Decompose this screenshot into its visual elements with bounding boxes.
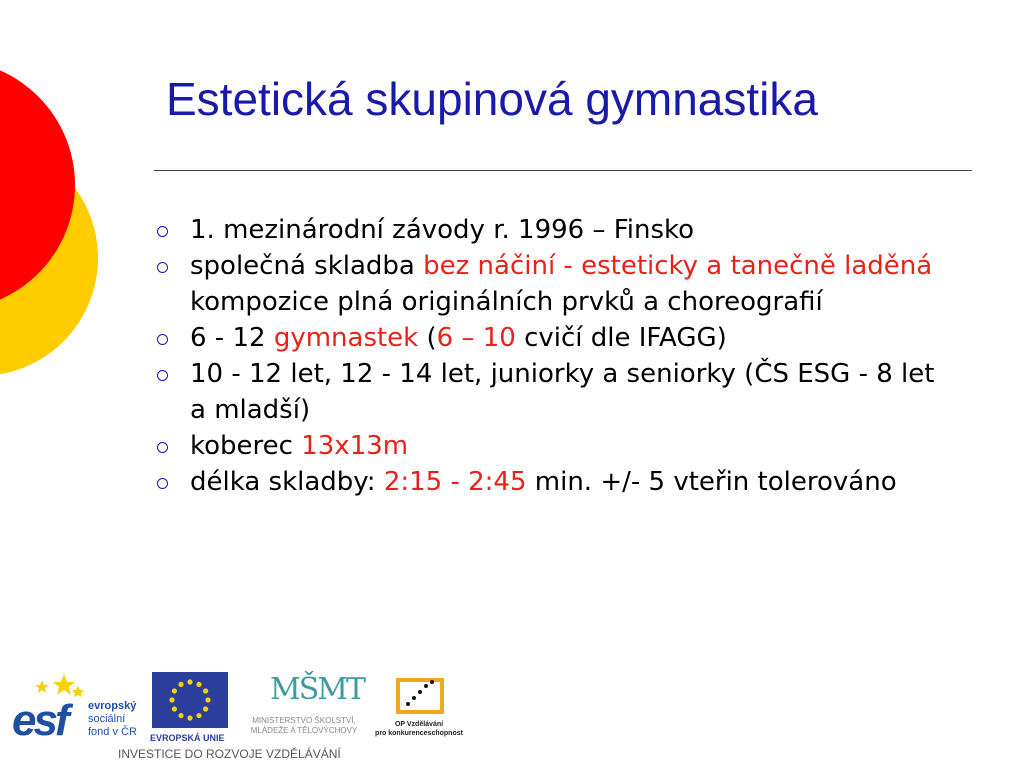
bullet-circle-icon [157, 226, 168, 237]
bullet-text: 10 - 12 let, 12 - 14 let, juniorky a seniorky (ČS ESG - 8 let a mladší) [190, 359, 935, 425]
eu-star-icon [187, 679, 192, 684]
bullet-circle-icon [157, 442, 168, 453]
bullet-text: kompozice plná originálních prvků a choreografií [190, 287, 823, 317]
esf-line-3: fond v ČR [88, 726, 137, 738]
highlight-text: gymnastek [273, 323, 419, 353]
eu-star-icon [169, 697, 174, 702]
bullet-text: ( [418, 323, 437, 353]
bullet-circle-icon [157, 262, 168, 273]
eu-star-icon [172, 706, 177, 711]
msmt-line-2: MLÁDEŽE A TĚLOVÝCHOVY [250, 726, 358, 735]
eu-star-icon [205, 697, 210, 702]
title-divider [154, 170, 972, 171]
eu-star-icon [178, 682, 183, 687]
eu-star-icon [172, 688, 177, 693]
bullet-text: 6 - 12 [190, 323, 274, 353]
bullet-text: délka skladby: [190, 467, 384, 497]
bullet-list [152, 212, 952, 500]
eu-stars-icon [152, 672, 228, 728]
bullet-item [152, 428, 952, 464]
esf-line-1: evropský [88, 700, 137, 712]
eu-star-icon [203, 688, 208, 693]
slide-title: Estetická skupinová gymnastika [166, 73, 818, 125]
eu-star-icon [196, 713, 201, 718]
esf-line-2: sociální [88, 713, 126, 725]
esf-logo: esf [12, 696, 67, 745]
decorative-circles [0, 0, 110, 420]
bullet-circle-icon [157, 370, 168, 381]
highlight-text: 6 – 10 [436, 323, 516, 353]
msmt-logo: MŠMT [270, 672, 364, 707]
bullet-item [152, 248, 952, 320]
bullet-item [152, 212, 952, 248]
eu-star-icon [178, 713, 183, 718]
bullet-text: 1. mezinárodní závody r. 1996 – Finsko [190, 215, 695, 245]
esf-caption [88, 700, 137, 739]
op-line-2: pro konkurenceschopnost [375, 730, 463, 737]
highlight-text: 2:15 - 2:45 [383, 467, 527, 497]
op-logo-icon [394, 676, 446, 716]
bullet-item [152, 320, 952, 356]
bullet-text: cvičí dle IFAGG) [515, 323, 727, 353]
highlight-text: bez náčiní - esteticky a tanečně laděná [423, 251, 933, 281]
bullet-item [152, 464, 952, 500]
bullet-text: koberec [190, 431, 302, 461]
bullet-text: společná skladba [190, 251, 424, 281]
eu-star-icon [196, 682, 201, 687]
eu-flag-logo [152, 672, 228, 728]
bullet-circle-icon [157, 478, 168, 489]
msmt-line-1: MINISTERSTVO ŠKOLSTVÍ, [252, 716, 356, 725]
tagline: INVESTICE DO ROZVOJE VZDĚLÁVÁNÍ [118, 747, 341, 761]
bullet-item [152, 356, 952, 428]
eu-star-icon [187, 715, 192, 720]
eu-star-icon [203, 706, 208, 711]
op-line-1: OP Vzdělávání [394, 721, 444, 728]
bullet-circle-icon [157, 334, 168, 345]
eu-label: EVROPSKÁ UNIE [150, 733, 225, 743]
msmt-caption [236, 716, 372, 736]
bullet-text: min. +/- 5 vteřin tolerováno [526, 467, 897, 497]
highlight-text: 13x13m [301, 431, 409, 461]
op-caption [372, 720, 466, 738]
